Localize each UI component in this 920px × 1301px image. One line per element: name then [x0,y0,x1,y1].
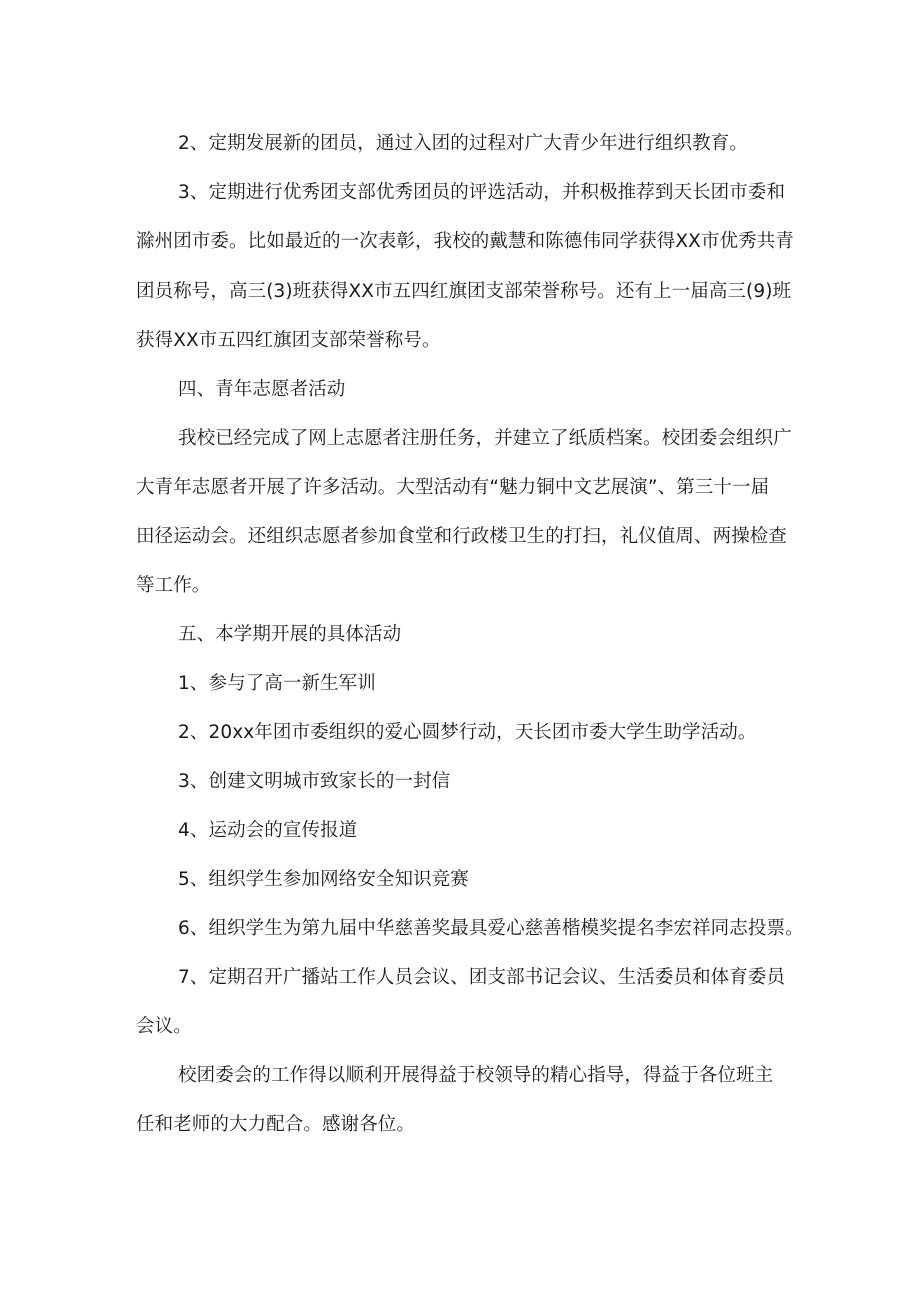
list-item: 7、定期召开广播站工作人员会议、团支部书记会议、生活委员和体育委员 [178,967,786,988]
paragraph-line: 我校已经完成了网上志愿者注册任务，并建立了纸质档案。校团委会组织广 [178,428,792,449]
paragraph-line: 田径运动会。还组织志愿者参加食堂和行政楼卫生的打扫，礼仪值周、两操检查 [136,526,788,547]
list-item: 3、创建文明城市致家长的一封信 [178,771,451,792]
paragraph-line: 会议。 [136,1016,192,1037]
paragraph-line: 获得XX市五四红旗团支部荣誉称号。 [136,330,441,351]
list-item: 4、运动会的宣传报道 [178,820,358,841]
paragraph-line: 校团委会的工作得以顺利开展得益于校领导的精心指导，得益于各位班主 [178,1065,774,1086]
list-item: 5、组织学生参加网络安全知识竞赛 [178,869,469,890]
paragraph-line: 2、定期发展新的团员，通过入团的过程对广大青少年进行组织教育。 [178,133,748,154]
section-heading: 五、本学期开展的具体活动 [178,624,402,645]
paragraph-line: 大青年志愿者开展了许多活动。大型活动有“魅力铜中文艺展演”、第三十一届 [136,477,770,498]
paragraph-line: 任和老师的大力配合。感谢各位。 [136,1114,416,1135]
paragraph-line: 团员称号，高三(3)班获得XX市五四红旗团支部荣誉称号。还有上一届高三(9)班 [136,281,792,302]
list-item: 2、20xx年团市委组织的爱心圆梦行动，天长团市委大学生助学活动。 [178,722,757,743]
list-item: 1、参与了高一新生军训 [178,673,376,694]
paragraph-line: 滁州团市委。比如最近的一次表彰，我校的戴慧和陈德伟同学获得XX市优秀共青 [136,231,794,252]
paragraph-line: 等工作。 [136,575,211,596]
list-item: 6、组织学生为第九届中华慈善奖最具爱心慈善楷模奖提名李宏祥同志投票。 [178,918,804,939]
section-heading: 四、青年志愿者活动 [178,379,346,400]
paragraph-line: 3、定期进行优秀团支部优秀团员的评选活动，并积极推荐到天长团市委和 [178,182,786,203]
